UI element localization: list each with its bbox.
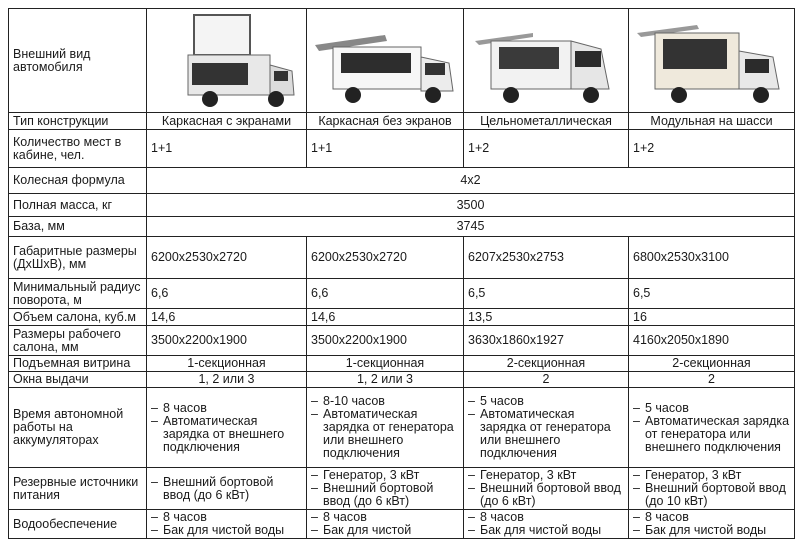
row-windows <box>9 372 795 388</box>
windows-cell: 2 <box>464 372 629 388</box>
reserve-cell <box>629 468 795 510</box>
vitrine-cell: 2-секционная <box>629 356 795 372</box>
autonomy-cell <box>307 388 464 468</box>
vitrine-cell: 1-секционная <box>307 356 464 372</box>
spec-table <box>8 8 795 539</box>
list-item: – Автоматическая зарядка от генератора или внешнего подключения <box>311 408 459 460</box>
label-autonomy: Время автономной работы на аккумуляторах <box>9 388 147 468</box>
label-volume: Объем салона, куб.м <box>9 309 147 326</box>
reserve-cell <box>307 468 464 510</box>
label-work: Размеры рабочего салона, мм <box>9 326 147 356</box>
volume-cell: 16 <box>629 309 795 326</box>
modular-chassis-truck-icon <box>633 11 793 111</box>
all-metal-van-icon <box>471 11 621 111</box>
row-autonomy <box>9 388 795 468</box>
windows-cell: 1, 2 или 3 <box>147 372 307 388</box>
vehicle-image-4 <box>629 9 795 113</box>
work-cell: 3630x1860x1927 <box>464 326 629 356</box>
base-value: 3745 <box>147 217 795 237</box>
dims-cell: 6207x2530x2753 <box>464 237 629 279</box>
row-dims <box>9 237 795 279</box>
radius-cell: 6,5 <box>464 279 629 309</box>
seats-cell: 1+2 <box>464 130 629 168</box>
row-type <box>9 113 795 130</box>
volume-cell: 14,6 <box>147 309 307 326</box>
wheel-value: 4x2 <box>147 168 795 194</box>
work-cell: 3500x2200x1900 <box>147 326 307 356</box>
autonomy-cell <box>147 388 307 468</box>
type-cell: Каркасная с экранами <box>147 113 307 130</box>
vehicle-image-1 <box>147 9 307 113</box>
label-mass: Полная масса, кг <box>9 194 147 217</box>
radius-cell: 6,6 <box>147 279 307 309</box>
row-radius <box>9 279 795 309</box>
label-base: База, мм <box>9 217 147 237</box>
row-seats <box>9 130 795 168</box>
label-reserve: Резервные источники питания <box>9 468 147 510</box>
mass-value: 3500 <box>147 194 795 217</box>
vehicle-image-2 <box>307 9 464 113</box>
row-mass <box>9 194 795 217</box>
list-item: – Бак для чистой воды <box>468 524 624 537</box>
label-dims: Габаритные размеры (ДхШхВ), мм <box>9 237 147 279</box>
volume-cell: 14,6 <box>307 309 464 326</box>
autonomy-cell <box>464 388 629 468</box>
row-wheel <box>9 168 795 194</box>
list-item: – Бак для чистой воды <box>633 524 790 537</box>
label-windows: Окна выдачи <box>9 372 147 388</box>
type-cell: Модульная на шасси <box>629 113 795 130</box>
water-cell <box>147 510 307 539</box>
label-exterior: Внешний вид автомобиля <box>9 9 147 113</box>
label-wheel: Колесная формула <box>9 168 147 194</box>
row-vitrine <box>9 356 795 372</box>
vehicle-image-3 <box>464 9 629 113</box>
volume-cell: 13,5 <box>464 309 629 326</box>
radius-cell: 6,5 <box>629 279 795 309</box>
label-vitrine: Подъемная витрина <box>9 356 147 372</box>
type-cell: Цельнометаллическая <box>464 113 629 130</box>
list-item: – Генератор, 3 кВт <box>633 469 790 482</box>
list-item: – Бак для чистой <box>311 524 459 537</box>
work-cell: 3500x2200x1900 <box>307 326 464 356</box>
seats-cell: 1+1 <box>307 130 464 168</box>
water-cell <box>307 510 464 539</box>
list-item: – 8 часов <box>633 511 790 524</box>
list-item: – Внешний бортовой ввод (до 10 кВт) <box>633 482 790 508</box>
list-item: – Бак для чистой воды <box>151 524 302 537</box>
vitrine-cell: 2-секционная <box>464 356 629 372</box>
water-cell <box>464 510 629 539</box>
windows-cell: 1, 2 или 3 <box>307 372 464 388</box>
label-radius: Минимальный радиус поворота, м <box>9 279 147 309</box>
dims-cell: 6200x2530x2720 <box>307 237 464 279</box>
list-item: – Генератор, 3 кВт <box>468 469 624 482</box>
list-item: – Автоматическая зарядка от генератора или внешнего подключения <box>633 415 790 454</box>
row-water <box>9 510 795 539</box>
row-work <box>9 326 795 356</box>
list-item: – Внешний бортовой ввод (до 6 кВт) <box>468 482 624 508</box>
row-base <box>9 217 795 237</box>
food-truck-with-screens-icon <box>152 11 302 111</box>
row-volume <box>9 309 795 326</box>
water-cell <box>629 510 795 539</box>
reserve-cell <box>464 468 629 510</box>
label-water: Водообеспечение <box>9 510 147 539</box>
list-item: – 8 часов <box>151 402 302 415</box>
seats-cell: 1+2 <box>629 130 795 168</box>
work-cell: 4160x2050x1890 <box>629 326 795 356</box>
list-item: – 8 часов <box>311 511 459 524</box>
dims-cell: 6800x2530x3100 <box>629 237 795 279</box>
list-item: – Автоматическая зарядка от генератора или внешнего подключения <box>468 408 624 460</box>
food-truck-without-screens-icon <box>311 11 461 111</box>
list-item: – Внешний бортовой ввод (до 6 кВт) <box>151 476 302 502</box>
list-item: – 5 часов <box>468 395 624 408</box>
row-reserve <box>9 468 795 510</box>
label-type: Тип конструкции <box>9 113 147 130</box>
vitrine-cell: 1-секционная <box>147 356 307 372</box>
label-seats: Количество мест в кабине, чел. <box>9 130 147 168</box>
reserve-cell <box>147 468 307 510</box>
radius-cell: 6,6 <box>307 279 464 309</box>
windows-cell: 2 <box>629 372 795 388</box>
list-item: – Генератор, 3 кВт <box>311 469 459 482</box>
row-exterior <box>9 9 795 113</box>
list-item: – 8-10 часов <box>311 395 459 408</box>
list-item: – Внешний бортовой ввод (до 6 кВт) <box>311 482 459 508</box>
type-cell: Каркасная без экранов <box>307 113 464 130</box>
autonomy-cell <box>629 388 795 468</box>
seats-cell: 1+1 <box>147 130 307 168</box>
list-item: – 8 часов <box>151 511 302 524</box>
list-item: – 8 часов <box>468 511 624 524</box>
dims-cell: 6200x2530x2720 <box>147 237 307 279</box>
list-item: – Автоматическая зарядка от внешнего подключения <box>151 415 302 454</box>
list-item: – 5 часов <box>633 402 790 415</box>
